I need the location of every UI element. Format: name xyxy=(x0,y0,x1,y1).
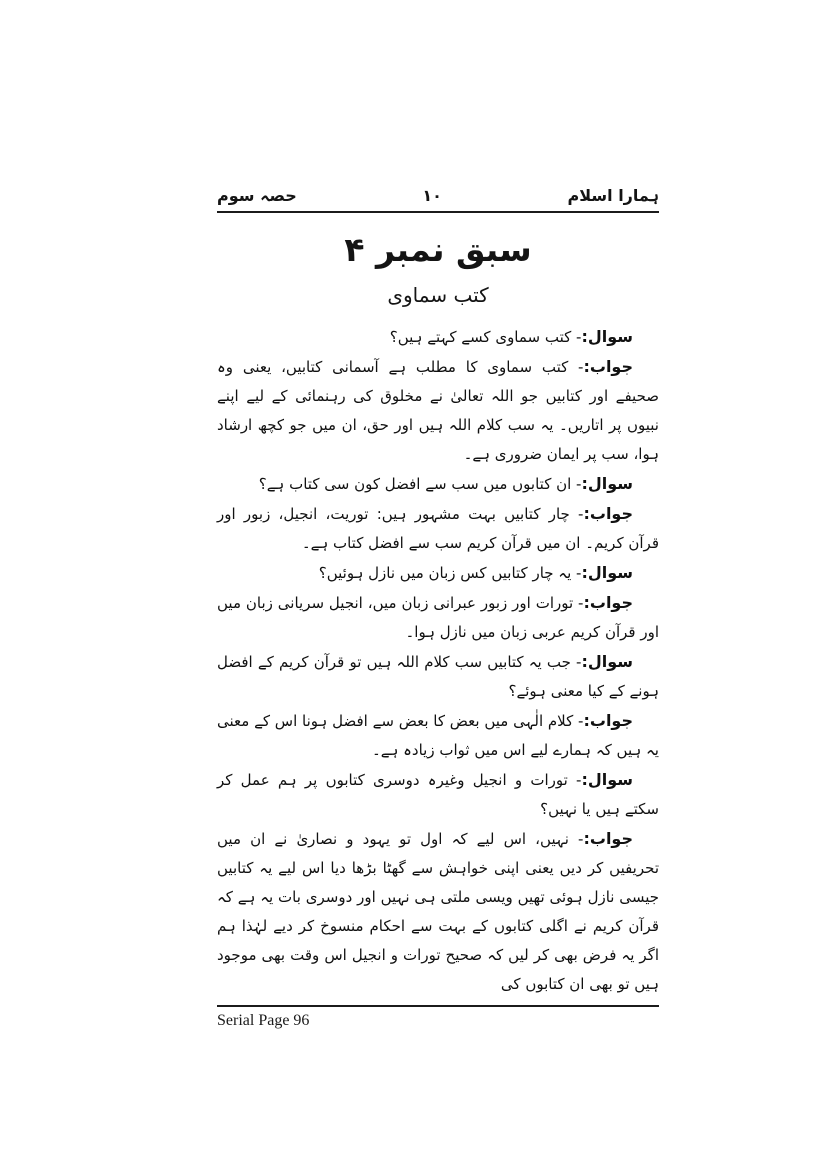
qa-answer-1 xyxy=(217,352,659,469)
question-text: - جب یہ کتابیں سب کلام اللہ ہیں تو قرآن کریم کے افضل ہونے کے کیا معنی ہوئے؟ xyxy=(217,652,659,700)
answer-label: جواب: xyxy=(583,592,633,612)
header-part-title: حصہ سوم xyxy=(217,186,297,205)
qa-answer-5 xyxy=(217,824,659,999)
qa-question-2 xyxy=(217,469,659,499)
answer-text: - نہیں، اس لیے کہ اول تو یہود و نصاریٰ نے ان میں تحریفیں کر دیں یعنی اپنی خواہش سے گھٹا بڑھا دیا اس لیے یہ کتابیں جیسی نازل ہوئی تھیں ویسی ملتی ہی نہیں اور دوسری بات یہ ہے کہ قرآن کریم نے اگلی کتابوں کے بہت سے احکام منسوخ کر دیے لہٰذا ہم اگر یہ فرض بھی کر لیں کہ صحیح تورات و انجیل اس وقت بھی موجود ہیں تو بھی ان کتابوں کی xyxy=(217,829,659,993)
lesson-subtitle: کتب سماوی xyxy=(387,282,489,307)
question-label: سوال: xyxy=(581,473,633,493)
answer-label: جواب: xyxy=(583,828,633,848)
answer-label: جواب: xyxy=(583,503,633,523)
answer-text: - کتب سماوی کا مطلب ہے آسمانی کتابیں، یعنی وہ صحیفے اور کتابیں جو اللہ تعالیٰ نے مخلوق کی رہنمائی کے لیے اپنے نبیوں پر اتاریں۔ یہ سب کلام اللہ ہیں اور حق، ان میں جو کچھ ارشاد ہوا، سب پر ایمان ضروری ہے۔ xyxy=(217,357,659,463)
answer-text: - چار کتابیں بہت مشہور ہیں: توریت، انجیل، زبور اور قرآن کریم۔ ان میں قرآن کریم سب سے افضل کتاب ہے۔ xyxy=(217,504,659,552)
qa-question-4 xyxy=(217,647,659,706)
question-text: - یہ چار کتابیں کس زبان میں نازل ہوئیں؟ xyxy=(318,563,582,582)
header-page-number: ۱۰ xyxy=(422,186,442,205)
page-footer xyxy=(217,1005,659,1030)
lesson-body xyxy=(217,322,659,999)
question-label: سوال: xyxy=(581,769,633,789)
answer-text: - تورات اور زبور عبرانی زبان میں، انجیل سریانی زبان میں اور قرآن کریم عربی زبان میں نازل ہوا۔ xyxy=(217,593,659,641)
lesson-title: سبق نمبر ۴ xyxy=(344,230,532,269)
answer-text: - کلام الٰہی میں بعض کا بعض سے افضل ہونا اس کے معنی یہ ہیں کہ ہمارے لیے اس میں ثواب زیادہ ہے۔ xyxy=(217,711,659,759)
question-label: سوال: xyxy=(581,651,633,671)
question-text: - تورات و انجیل وغیرہ دوسری کتابوں پر ہم عمل کر سکتے ہیں یا نہیں؟ xyxy=(217,770,659,818)
qa-answer-3 xyxy=(217,588,659,647)
qa-question-3 xyxy=(217,558,659,588)
serial-page-label: Serial Page 96 xyxy=(217,1011,310,1029)
header-book-title: ہمارا اسلام xyxy=(567,186,659,205)
page-header xyxy=(217,186,659,213)
question-text: - ان کتابوں میں سب سے افضل کون سی کتاب ہے؟ xyxy=(258,474,582,493)
answer-label: جواب: xyxy=(583,356,633,376)
qa-answer-2 xyxy=(217,499,659,558)
qa-question-1 xyxy=(217,322,659,352)
page-content xyxy=(217,186,659,1030)
question-label: سوال: xyxy=(581,326,633,346)
question-text: - کتب سماوی کسے کہتے ہیں؟ xyxy=(389,327,582,346)
qa-answer-4 xyxy=(217,706,659,765)
question-label: سوال: xyxy=(581,562,633,582)
qa-question-5 xyxy=(217,765,659,824)
answer-label: جواب: xyxy=(583,710,633,730)
